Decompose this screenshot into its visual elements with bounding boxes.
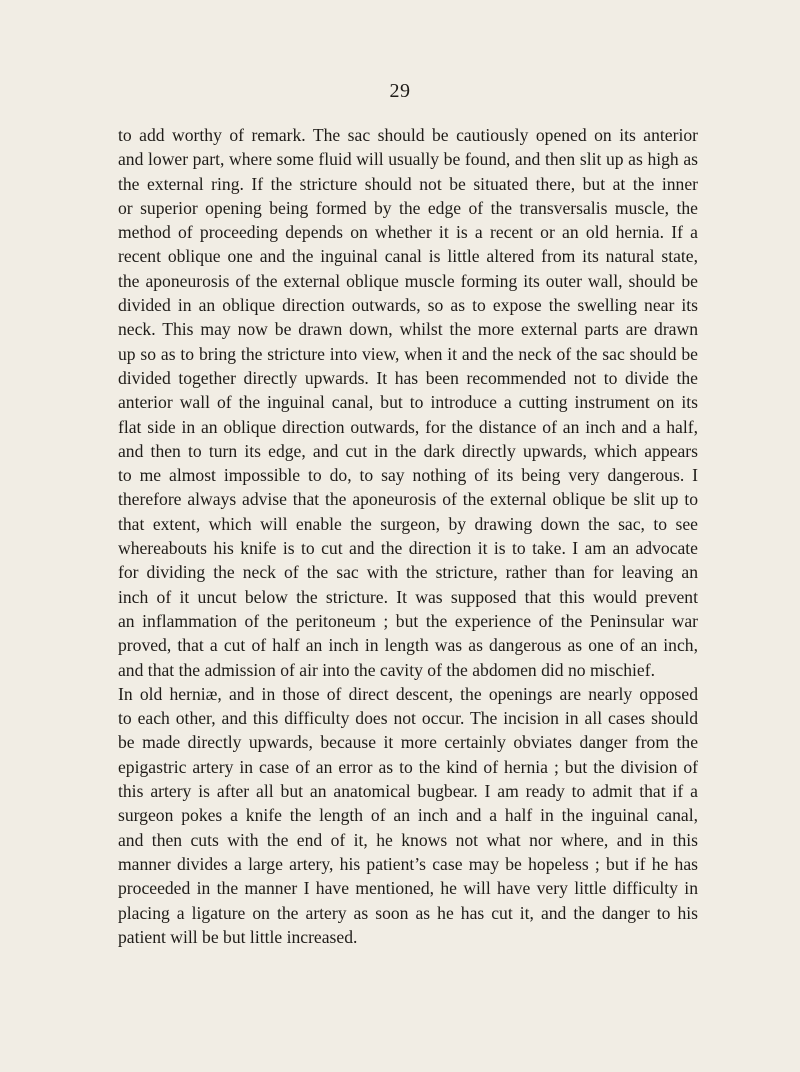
text-line: for dividing the neck of the sac with the stricture, rather than for leaving an [118, 562, 698, 583]
text-line: patient will be but little increased. [118, 926, 358, 947]
text-line: and lower part, where some fluid will usually be found, and then slit up as high as [118, 149, 698, 170]
text-line: epigastric artery in case of an error as to the kind of hernia ; but the division of [118, 756, 698, 777]
text-line: neck. This may now be drawn down, whilst the more external parts are drawn [118, 319, 698, 340]
text-line: recent oblique one and the inguinal canal is little altered from its natural state, [118, 246, 698, 267]
text-line: to me almost impossible to do, to say nothing of its being very dangerous. I [118, 465, 698, 486]
text-line: the aponeurosis of the external oblique muscle forming its outer wall, should be [118, 270, 698, 291]
text-line: method of proceeding depends on whether it is a recent or an old hernia. If a [118, 222, 698, 243]
text-line: proceeded in the manner I have mentioned, he will have very little difficulty in [118, 878, 698, 899]
text-line: this artery is after all but an anatomical bugbear. I am ready to admit that if a [118, 781, 698, 802]
text-line: be made directly upwards, because it more certainly obviates danger from the [118, 732, 698, 753]
text-line: divided in an oblique direction outwards, so as to expose the swelling near its [118, 295, 698, 316]
text-line: inch of it uncut below the stricture. It was supposed that this would prevent [118, 586, 698, 607]
text-line: and then to turn its edge, and cut in the dark directly upwards, which appears [118, 440, 698, 461]
page-number: 29 [389, 80, 411, 102]
text-line: therefore always advise that the aponeurosis of the external oblique be slit up to [118, 489, 698, 510]
text-line: and then cuts with the end of it, he knows not what nor where, and in this [118, 829, 698, 850]
text-line: to each other, and this difficulty does not occur. The incision in all cases should [118, 708, 698, 729]
text-line: surgeon pokes a knife the length of an inch and a half in the inguinal canal, [118, 805, 698, 826]
text-line: that extent, which will enable the surgeon, by drawing down the sac, to see [118, 513, 698, 534]
text-line: manner divides a large artery, his patient’s case may be hopeless ; but if he has [118, 853, 698, 874]
text-line: up so as to bring the stricture into view, when it and the neck of the sac should be [118, 343, 698, 364]
text-line: or superior opening being formed by the edge of the transversalis muscle, the [118, 197, 698, 218]
text-line: the external ring. If the stricture should not be situated there, but at the inner [118, 173, 698, 194]
text-line: proved, that a cut of half an inch in length was as dangerous as one of an inch, [118, 635, 698, 656]
text-line: flat side in an oblique direction outwards, for the distance of an inch and a half, [118, 416, 698, 437]
text-line: whereabouts his knife is to cut and the direction it is to take. I am an advocate [118, 538, 698, 559]
text-line: and that the admission of air into the cavity of the abdomen did no mischief. [118, 659, 655, 680]
text-line: to add worthy of remark. The sac should be cautiously opened on its anterior [118, 125, 698, 145]
body-text [118, 123, 698, 949]
text-line: placing a ligature on the artery as soon as he has cut it, and the danger to his [118, 902, 698, 923]
text-line: anterior wall of the inguinal canal, but to introduce a cutting instrument on its [118, 392, 698, 413]
text-line: divided together directly upwards. It has been recommended not to divide the [118, 367, 698, 388]
text-line: an inflammation of the peritoneum ; but the experience of the Peninsular war [118, 610, 698, 631]
text-line: In old herniæ, and in those of direct descent, the openings are nearly opposed [118, 683, 698, 704]
